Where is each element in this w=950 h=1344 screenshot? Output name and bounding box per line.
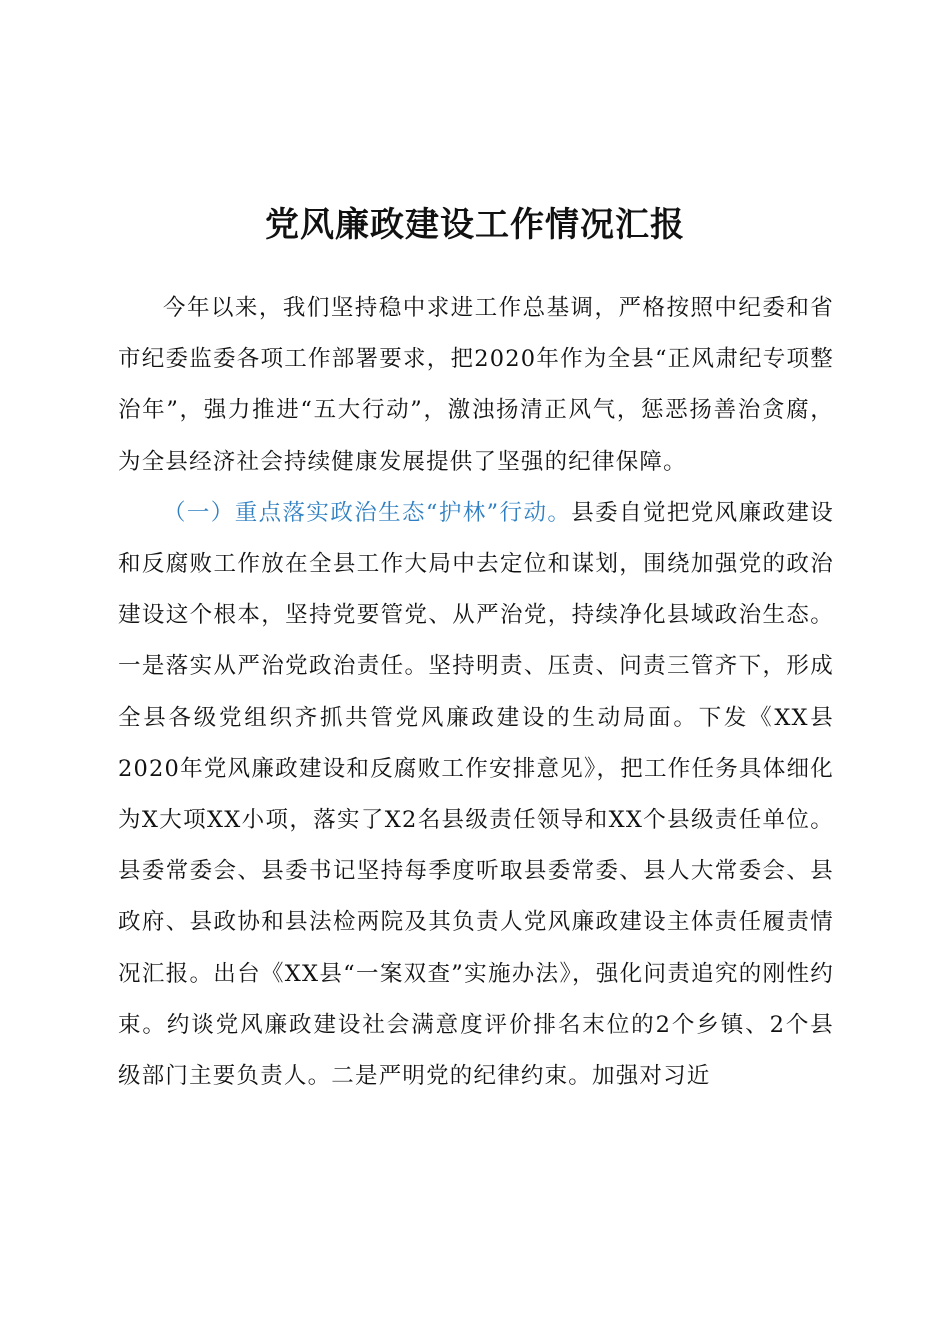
intro-paragraph <box>118 283 834 488</box>
section-one-text: 县委自觉把党风廉政建设和反腐败工作放在全县工作大局中去定位和谋划，围绕加强党的政治建设这个根本，坚持党要管党、从严治党，持续净化县域政治生态。一是落实从严治党政治责任。坚持明责、压责、问责三管齐下，形成全县各级党组织齐抓共管党风廉政建设的生动局面。下发《XX县2020年党风廉政建设和反腐败工作安排意见》，把工作任务具体细化为X大项XX小项，落实了X2名县级责任领导和XX个县级责任单位。县委常委会、县委书记坚持每季度听取县委常委、县人大常委会、县政府、县政协和县法检两院及其负责人党风廉政建设主体责任履责情况汇报。出台《XX县“一案双查”实施办法》，强化问责追究的刚性约束。约谈党风廉政建设社会满意度评价排名末位的2个乡镇、2个县级部门主要负责人。二是严明党的纪律约束。加强对习近 <box>118 499 834 1090</box>
intro-paragraph-text: 今年以来，我们坚持稳中求进工作总基调，严格按照中纪委和省市纪委监委各项工作部署要求，把2020年作为全县“正风肃纪专项整治年”，强力推进“五大行动”，激浊扬清正风气，惩恶扬善治贪腐，为全县经济社会持续健康发展提供了坚强的纪律保障。 <box>118 295 834 475</box>
section-one-paragraph <box>118 488 834 1102</box>
section-one-heading: （一）重点落实政治生态“护林”行动。 <box>163 499 572 526</box>
document-title: 党风廉政建设工作情况汇报 <box>265 205 685 245</box>
document-body <box>118 283 834 1102</box>
